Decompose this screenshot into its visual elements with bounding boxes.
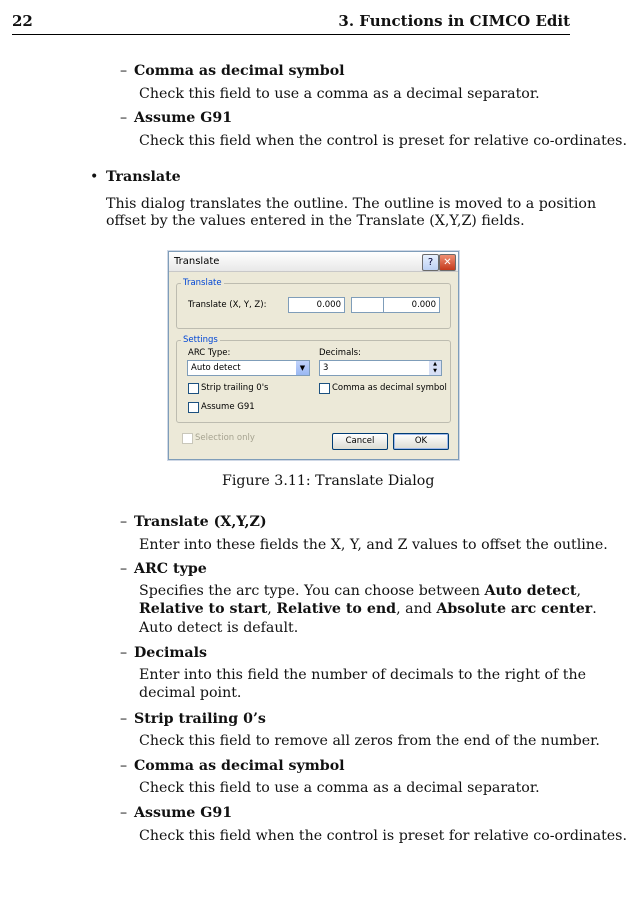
strip-trailing-checkbox[interactable]: [188, 383, 199, 394]
item-comma-desc: Check this field to use a comma as a decimal separator.: [139, 86, 540, 102]
dialog-title: Translate: [174, 256, 220, 267]
header-rule: [12, 34, 570, 35]
close-icon[interactable]: ✕: [439, 254, 456, 271]
item-arc-line1: Specifies the arc type. You can choose between Auto detect,: [139, 583, 581, 599]
settings-group-label: Settings: [183, 335, 218, 345]
item-decimals-title: – Decimals: [120, 645, 207, 661]
section-intro-1: This dialog translates the outline. The outline is moved to a position: [106, 196, 597, 212]
translate-dialog: [168, 251, 459, 460]
figure-caption: Figure 3.11: Translate Dialog: [222, 473, 435, 489]
arc-type-select[interactable]: [187, 360, 310, 376]
arc-type-value: Auto detect: [191, 363, 241, 373]
item-decimals-line1: Enter into this field the number of decimals to the right of the: [139, 667, 586, 683]
assume-g91-label: Assume G91: [201, 402, 255, 412]
item-arc-line2: Relative to start, Relative to end, and Absolute arc center.: [139, 601, 597, 617]
ok-button[interactable]: OK: [393, 433, 449, 450]
item-translate-title: – Translate (X,Y,Z): [120, 514, 267, 530]
strip-trailing-label: Strip trailing 0's: [201, 383, 269, 393]
comma-decimal-checkbox[interactable]: [319, 383, 330, 394]
page-number: 22: [12, 12, 33, 30]
x-input[interactable]: 0.000: [288, 297, 345, 313]
decimals-spinner[interactable]: [319, 360, 442, 376]
item-strip-desc: Check this field to remove all zeros from the end of the number.: [139, 733, 600, 749]
z-input[interactable]: 0.000: [383, 297, 440, 313]
comma-decimal-label: Comma as decimal symbol: [332, 383, 447, 393]
section-intro-2: offset by the values entered in the Translate (X,Y,Z) fields.: [106, 213, 525, 229]
cancel-button[interactable]: Cancel: [332, 433, 388, 450]
dialog-titlebar: [169, 252, 458, 272]
item-g91-title: – Assume G91: [120, 110, 233, 126]
translate-label: Translate (X, Y, Z):: [188, 300, 267, 310]
item-comma-desc-2: Check this field to use a comma as a decimal separator.: [139, 780, 540, 796]
item-arc-line3: Auto detect is default.: [139, 620, 299, 636]
item-strip-title: – Strip trailing 0’s: [120, 711, 266, 727]
chevron-down-icon[interactable]: ▼: [296, 361, 309, 375]
item-g91-desc: Check this field when the control is preset for relative co-ordinates.: [139, 133, 627, 149]
decimals-value: 3: [323, 363, 329, 373]
selection-only-checkbox[interactable]: [182, 433, 193, 444]
item-comma-title: – Comma as decimal symbol: [120, 63, 345, 79]
section-heading: • Translate: [90, 169, 181, 185]
spinner-arrows-icon[interactable]: ▲ ▼: [429, 361, 441, 375]
translate-group-label: Translate: [183, 278, 222, 288]
assume-g91-checkbox[interactable]: [188, 402, 199, 413]
item-arc-title: – ARC type: [120, 561, 207, 577]
chapter-title: 3. Functions in CIMCO Edit: [338, 12, 570, 30]
item-decimals-line2: decimal point.: [139, 685, 242, 701]
arc-type-label: ARC Type:: [188, 348, 231, 358]
selection-only-label: Selection only: [195, 433, 255, 443]
item-translate-desc: Enter into these fields the X, Y, and Z values to offset the outline.: [139, 537, 608, 553]
item-g91-desc-2: Check this field when the control is preset for relative co-ordinates.: [139, 828, 627, 844]
item-comma-title-2: – Comma as decimal symbol: [120, 758, 345, 774]
item-g91-title-2: – Assume G91: [120, 805, 233, 821]
help-icon[interactable]: ?: [422, 254, 439, 271]
decimals-label: Decimals:: [319, 348, 361, 358]
